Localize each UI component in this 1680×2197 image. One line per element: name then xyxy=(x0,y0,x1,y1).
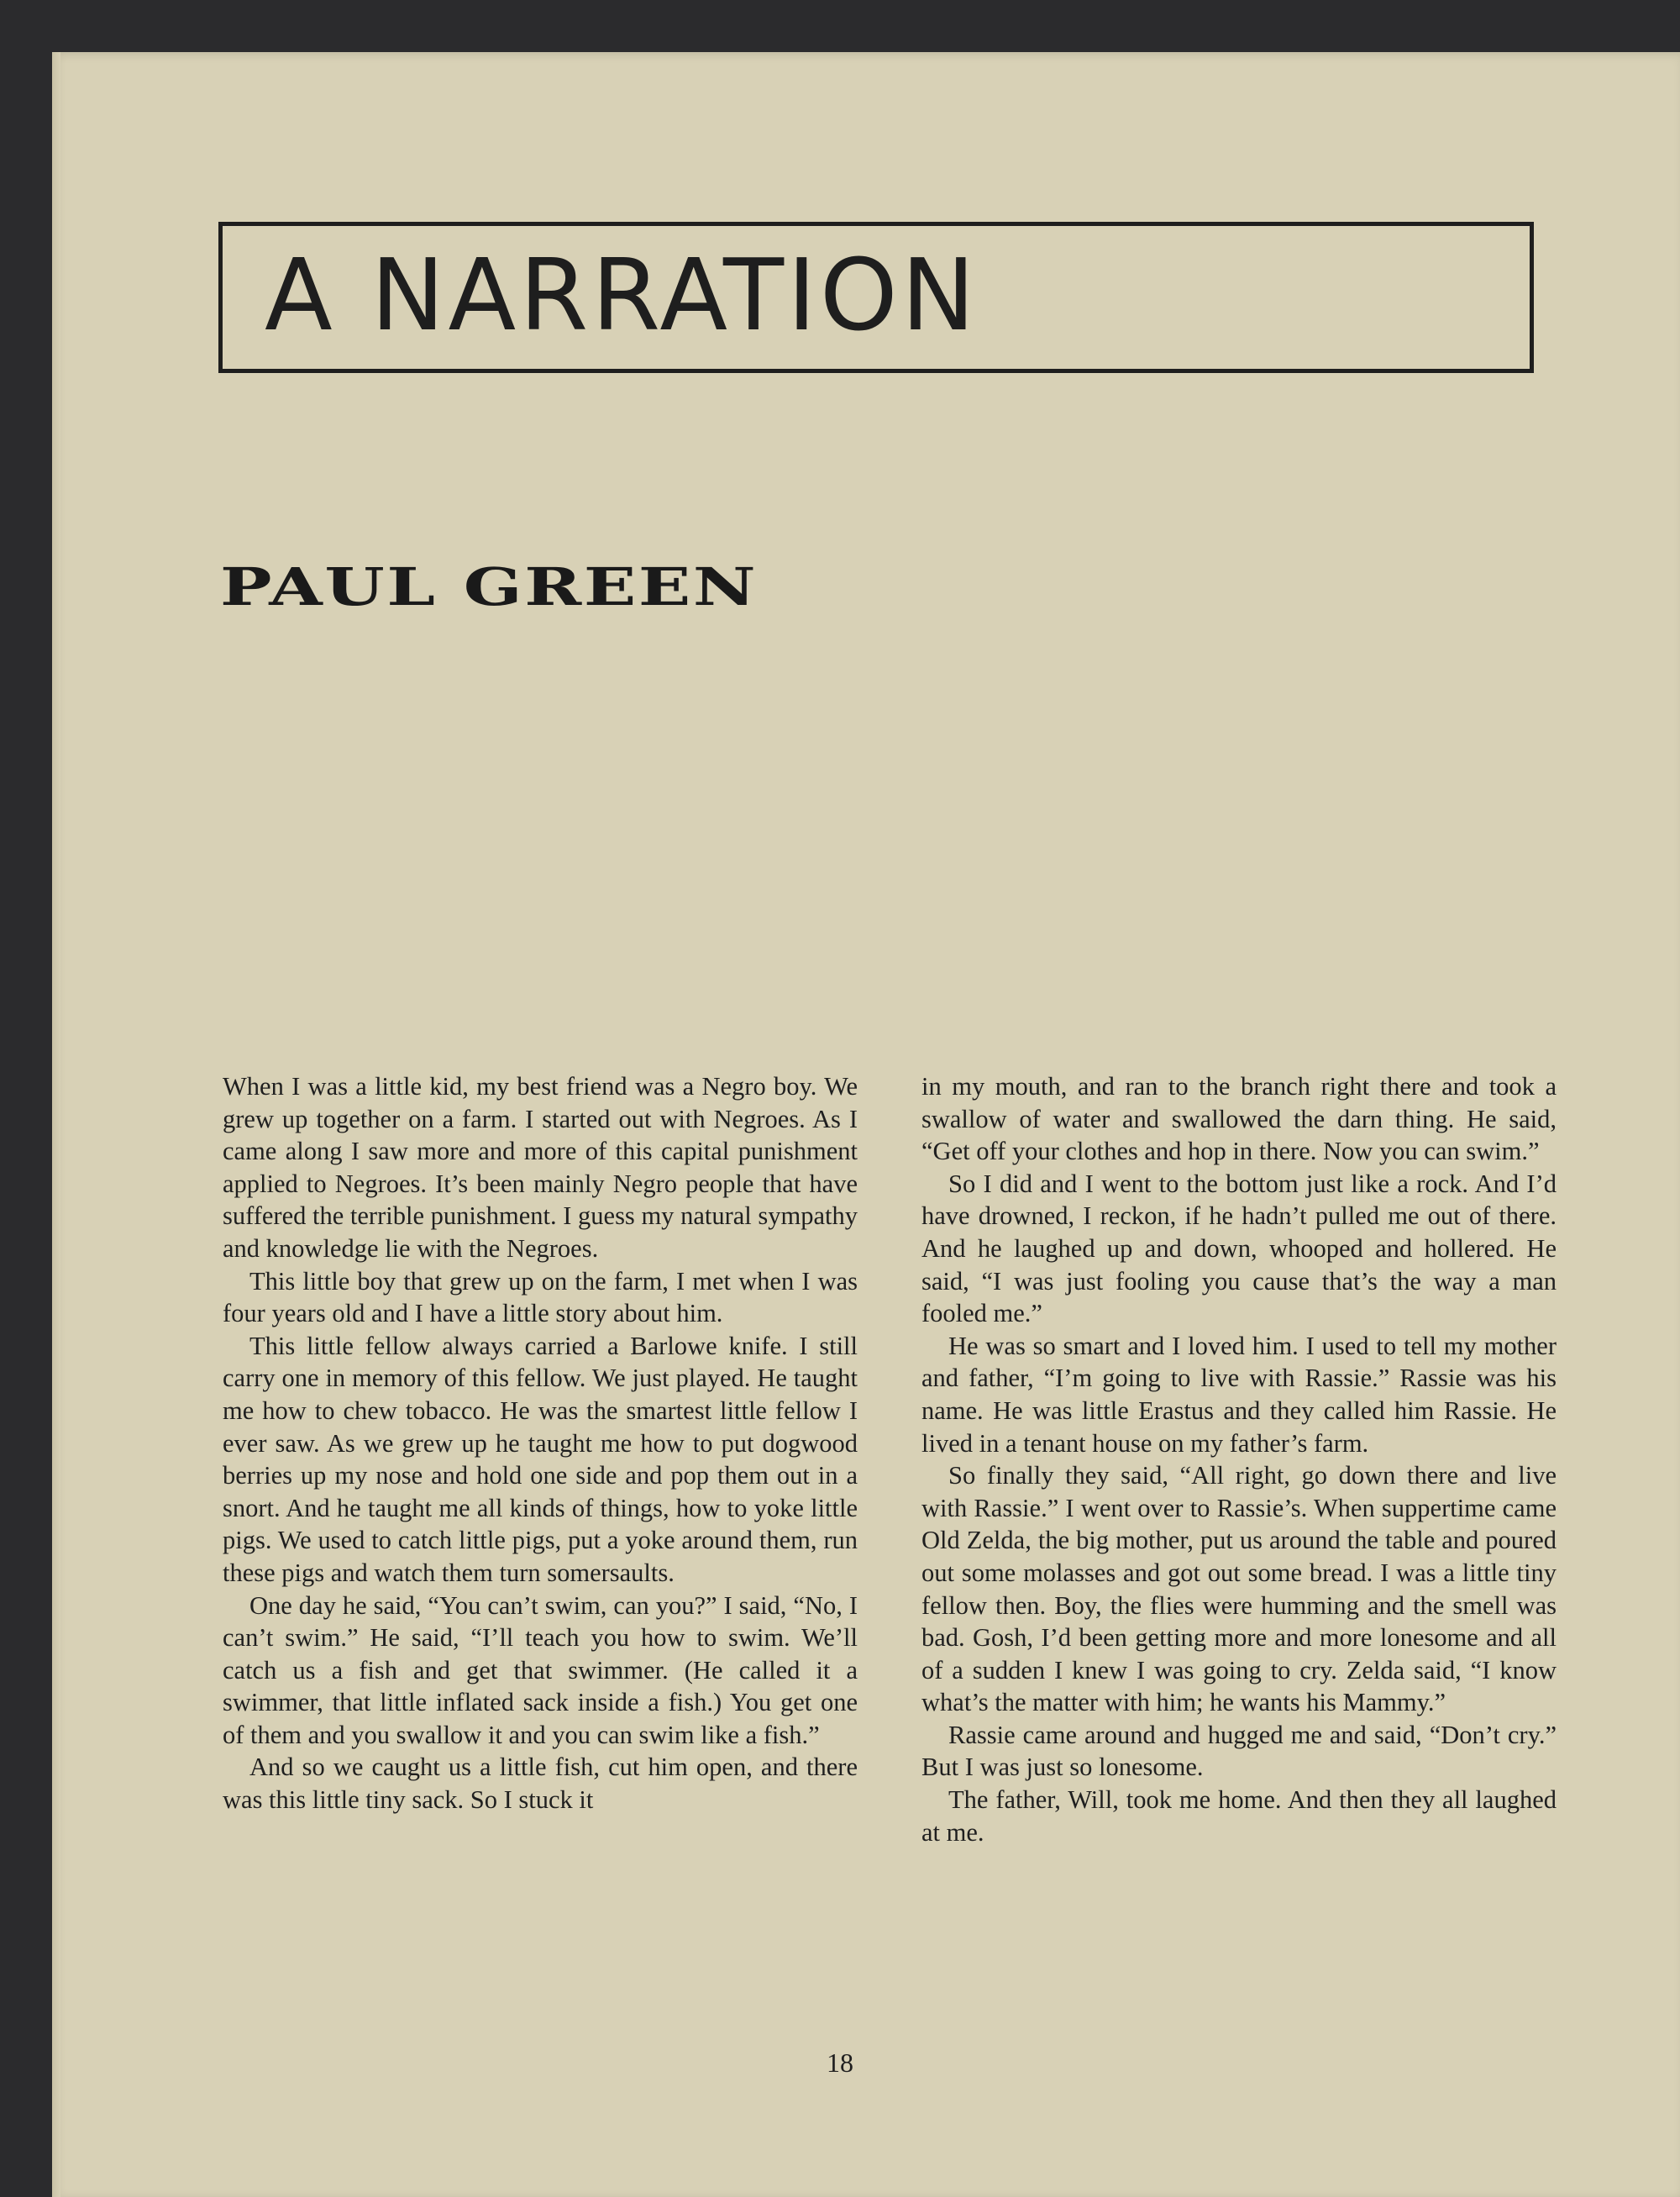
paragraph: This little fellow always carried a Barlowe knife. I still carry one in memory of this fellow. We just played. He taught me how to chew tobacco. He was the smartest little fellow I ever saw. As we grew up he taught me how to put dogwood berries up my nose and hold one side and pop them out in a snort. And he taught me all kinds of things, how to yoke little pigs. We used to catch little pigs, put a yoke around them, run these pigs and watch them turn somersaults. xyxy=(223,1331,858,1587)
paragraph: He was so smart and I loved him. I used to tell my mother and father, “I’m going to live with Rassie.” Rassie was his name. He was little Erastus and they called him Rassie. He lived in a tenant house on my father’s farm. xyxy=(921,1331,1557,1458)
paragraph: This little boy that grew up on the farm, I met when I was four years old and I have a little story about him. xyxy=(223,1266,858,1328)
paragraph: When I was a little kid, my best friend was a Negro boy. We grew up together on a farm. I started out with Negroes. As I came along I saw more and more of this capital punishment applied to Negroes. It’s been mainly Negro people that have suffered the terrible punishment. I guess my natural sympathy and knowledge lie with the Negroes. xyxy=(223,1072,858,1263)
title-box xyxy=(218,222,1534,373)
paragraph: Rassie came around and hugged me and said, “Don’t cry.” But I was just so lonesome. xyxy=(921,1720,1557,1782)
page-number: 18 xyxy=(827,2047,853,2078)
paragraph: So I did and I went to the bottom just like a rock. And I’d have drowned, I reckon, if he hadn’t pulled me out of there. And he laughed up and down, whooped and hollered. He said, “I was just fooling you cause that’s the way a man fooled me.” xyxy=(921,1169,1557,1328)
page-edge xyxy=(52,52,60,2197)
paragraph: And so we caught us a little fish, cut him open, and there was this little tiny sack. So I stuck it xyxy=(223,1753,858,1815)
paragraph: One day he said, “You can’t swim, can you?” I said, “No, I can’t swim.” He said, “I’ll teach you how to swim. We’ll catch us a fish and get that swimmer. (He called it a swimmer, that little inflated sack inside a fish.) You get one of them and you swallow it and you can swim like a fish.” xyxy=(223,1590,858,1749)
text-column-left xyxy=(223,1070,858,1816)
author-name: PAUL GREEN xyxy=(220,556,759,618)
article-title: A NARRATION xyxy=(265,237,979,353)
text-column-right xyxy=(921,1070,1557,1848)
paragraph: in my mouth, and ran to the branch right there and took a swallow of water and swallowed the darn thing. He said, “Get off your clothes and hop in there. Now you can swim.” xyxy=(921,1072,1557,1166)
paragraph: The father, Will, took me home. And then they all laughed at me. xyxy=(921,1785,1557,1847)
paragraph: So finally they said, “All right, go down there and live with Rassie.” I went over to Rassie’s. When suppertime came Old Zelda, the big mother, put us around the table and poured out some molasses and got out some bread. I was a little tiny fellow then. Boy, the flies were humming and the smell was bad. Gosh, I’d been getting more and more lonesome and all of a sudden I knew I was going to cry. Zelda said, “I know what’s the matter with him; he wants his Mammy.” xyxy=(921,1461,1557,1717)
